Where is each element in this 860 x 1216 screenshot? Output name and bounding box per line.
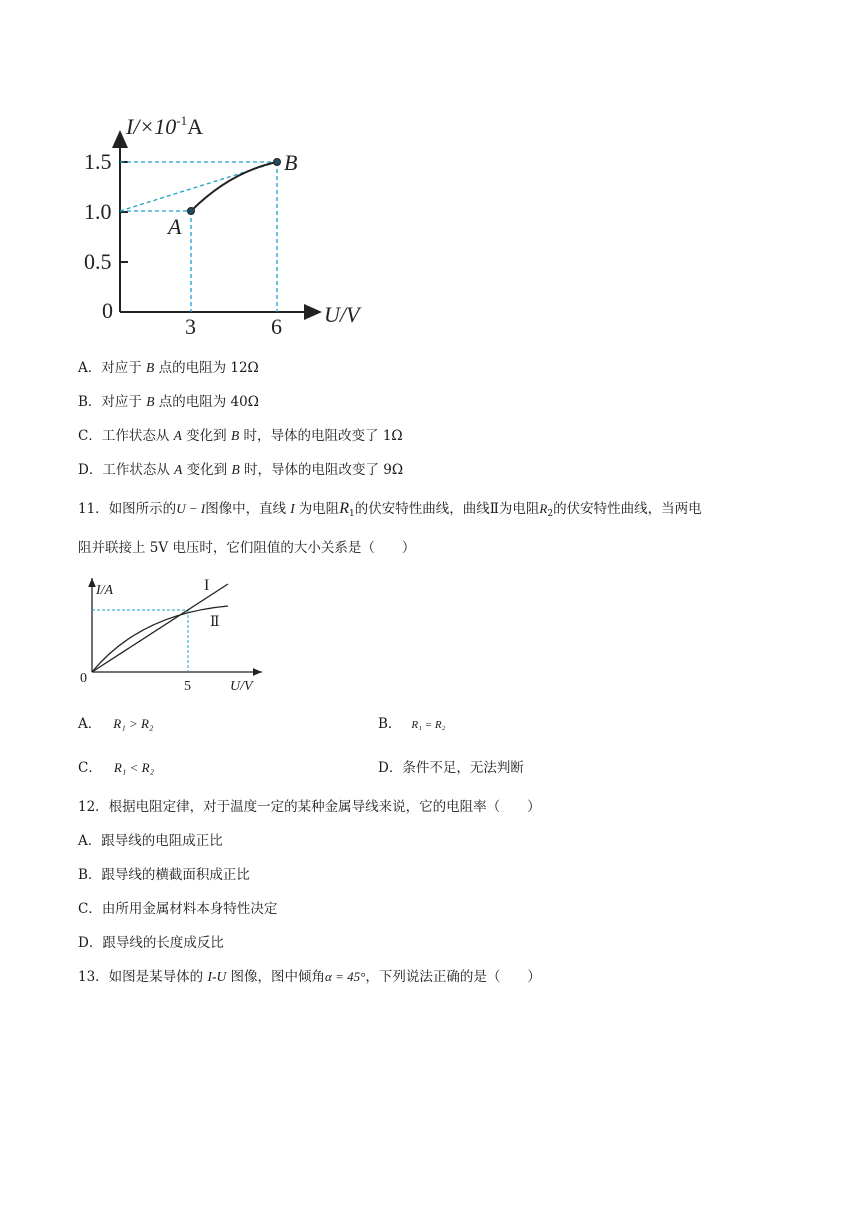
q11-option-b[interactable]: B． R₁ = R₂ <box>378 716 446 732</box>
x-tick-6: 6 <box>271 314 282 339</box>
y-axis-label: $I/\times 10^{-1}A$ <box>126 113 204 139</box>
q13-stem: 13．如图是某导体的 I-U 图像，图中倾角α = 45°，下列说法正确的是（ ） <box>78 969 541 985</box>
q11-stem-line2: 阻并联接上 5V 电压时，它们阻值的大小关系是（ ） <box>78 540 416 556</box>
y-tick-0: 0 <box>102 298 113 323</box>
q10-option-a[interactable]: A．对应于 B 点的电阻为 12Ω <box>78 360 259 376</box>
point-a-label: A <box>168 214 182 239</box>
x-axis-label: U/V <box>324 302 360 327</box>
iu-curve <box>191 162 277 211</box>
q12-option-c[interactable]: C．由所用金属材料本身特性决定 <box>78 901 278 917</box>
q11-option-d[interactable]: D．条件不足，无法判断 <box>378 760 524 776</box>
q10-option-c[interactable]: C．工作状态从 A 变化到 B 时，导体的电阻改变了 1Ω <box>78 428 403 444</box>
q10-option-d[interactable]: D．工作状态从 A 变化到 B 时，导体的电阻改变了 9Ω <box>78 462 404 478</box>
q11-option-a[interactable]: A． R₁ > R₂ <box>78 716 154 732</box>
y-tick-1-0: 1.0 <box>84 199 112 224</box>
q12-stem: 12．根据电阻定律，对于温度一定的某种金属导线来说，它的电阻率（ ） <box>78 799 541 815</box>
svg-text:5: 5 <box>184 679 191 694</box>
point-b-label: B <box>284 150 298 175</box>
point-a-marker <box>188 208 195 215</box>
svg-text:Ⅱ: Ⅱ <box>210 615 220 630</box>
q11-stem-line1: 11．如图所示的U − I图像中，直线 I 为电阻$R_1$的伏安特性曲线，曲线Ⅱ为电阻$R_2$的伏安特性曲线，当两电 <box>78 500 702 519</box>
iu-graph-figure <box>70 112 380 342</box>
q11-option-c[interactable]: C． R₁ < R₂ <box>78 760 155 776</box>
svg-text:U/V: U/V <box>230 679 253 694</box>
point-b-marker <box>274 159 281 166</box>
q12-option-b[interactable]: B．跟导线的横截面积成正比 <box>78 867 250 883</box>
y-tick-1-5: 1.5 <box>84 149 112 174</box>
q12-option-a[interactable]: A．跟导线的电阻成正比 <box>78 833 223 849</box>
q12-option-d[interactable]: D．跟导线的长度成反比 <box>78 935 224 951</box>
svg-text:I/A: I/A <box>96 583 114 598</box>
x-tick-3: 3 <box>185 314 196 339</box>
q10-option-b[interactable]: B．对应于 B 点的电阻为 40Ω <box>78 394 259 410</box>
q11-iu-graph <box>70 572 280 696</box>
y-tick-0-5: 0.5 <box>84 249 112 274</box>
svg-text:I: I <box>204 577 210 594</box>
svg-text:0: 0 <box>80 671 87 686</box>
curve-ii <box>92 606 228 672</box>
